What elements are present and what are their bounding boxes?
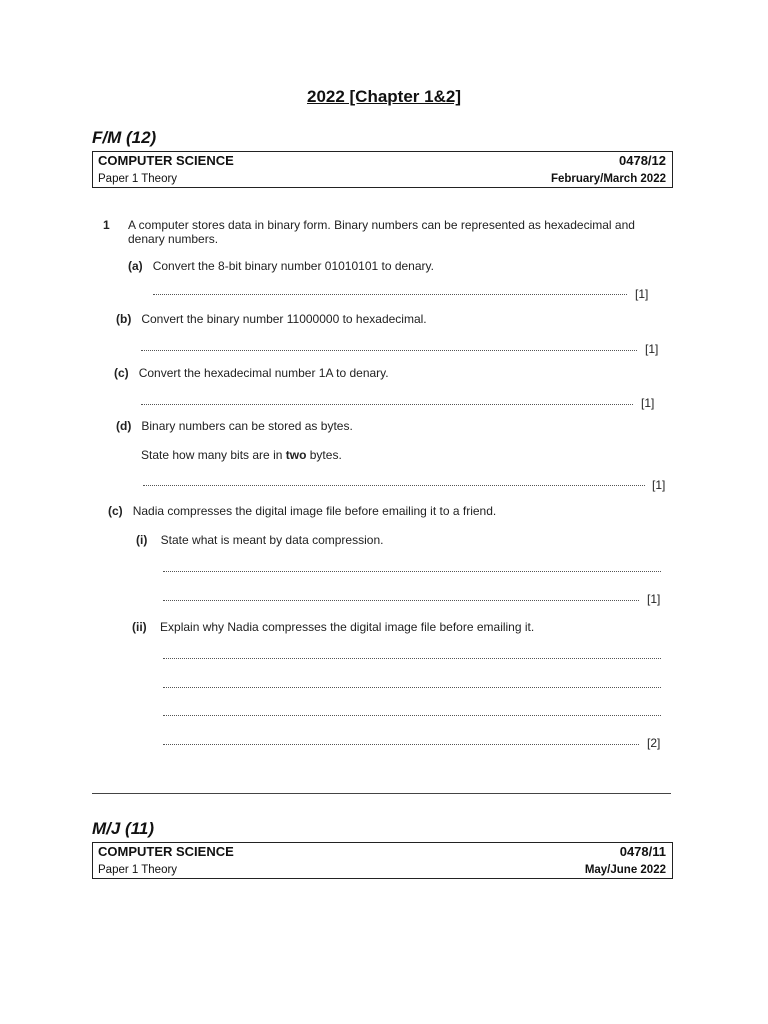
paper-subject: COMPUTER SCIENCE <box>98 153 234 168</box>
part-a <box>128 259 434 273</box>
answer-line-e-ii-3[interactable] <box>163 705 661 716</box>
part-c-label: (c) <box>114 366 129 380</box>
part-d <box>116 419 353 433</box>
part-d-text: Binary numbers can be stored as bytes. <box>141 419 353 433</box>
section-heading-mj: M/J (11) <box>92 819 155 838</box>
paper-session: February/March 2022 <box>550 173 666 185</box>
part-e-label: (c) <box>108 504 123 518</box>
answer-line-e-i-2[interactable] <box>163 590 639 601</box>
part-e-ii-text: Explain why Nadia compresses the digital image file before emailing it. <box>160 620 535 634</box>
answer-line-e-ii-2[interactable] <box>163 677 661 688</box>
part-d-sub-bold: two <box>285 448 307 462</box>
answer-line-e-i-1[interactable] <box>163 561 661 572</box>
part-b-label: (b) <box>116 312 132 326</box>
part-e-ii-label: (ii) <box>132 620 147 634</box>
part-e-i <box>136 533 383 547</box>
answer-line-c[interactable] <box>141 394 633 405</box>
part-c <box>114 366 389 380</box>
paper-code: 0478/11 <box>619 844 666 859</box>
question-number: 1 <box>103 218 110 232</box>
paper-name: Paper 1 Theory <box>98 864 178 876</box>
answer-line-b[interactable] <box>141 340 637 351</box>
paper-session: May/June 2022 <box>584 864 666 876</box>
mark-c: [1] <box>641 396 655 410</box>
mark-a: [1] <box>635 287 649 301</box>
section-divider <box>92 793 671 794</box>
question-stem-line2: denary numbers. <box>128 232 219 246</box>
answer-line-d[interactable] <box>143 475 645 486</box>
paper-header-box <box>92 151 673 188</box>
paper-code: 0478/12 <box>619 153 666 168</box>
page-title: 2022 [Chapter 1&2] <box>306 87 461 106</box>
part-d-subquestion <box>141 448 342 462</box>
part-e-i-label: (i) <box>136 533 148 547</box>
mark-e-ii: [2] <box>647 736 661 750</box>
part-e-text: Nadia compresses the digital image file before emailing it to a friend. <box>132 504 497 518</box>
part-b <box>116 312 427 326</box>
paper-header-box <box>92 842 673 879</box>
mark-b: [1] <box>645 342 659 356</box>
part-c-text: Convert the hexadecimal number 1A to denary. <box>138 366 389 380</box>
paper-subject: COMPUTER SCIENCE <box>98 844 234 859</box>
question-stem-line1: A computer stores data in binary form. Binary numbers can be represented as hexadecimal and <box>128 218 635 232</box>
answer-line-e-ii-1[interactable] <box>163 648 661 659</box>
answer-line-a[interactable] <box>153 284 627 295</box>
part-e-i-text: State what is meant by data compression. <box>160 533 384 547</box>
part-e <box>108 504 496 518</box>
part-d-label: (d) <box>116 419 132 433</box>
part-b-text: Convert the binary number 11000000 to hexadecimal. <box>141 312 427 326</box>
paper-name: Paper 1 Theory <box>98 173 178 185</box>
part-a-label: (a) <box>128 259 143 273</box>
part-d-sub-post: bytes. <box>306 448 342 462</box>
section-heading-fm: F/M (12) <box>92 128 157 147</box>
part-d-sub-pre: State how many bits are in <box>141 448 286 462</box>
mark-e-i: [1] <box>647 592 661 606</box>
mark-d: [1] <box>652 478 666 492</box>
part-e-ii <box>132 620 534 634</box>
answer-line-e-ii-4[interactable] <box>163 734 639 745</box>
part-a-text: Convert the 8-bit binary number 01010101 to denary. <box>152 259 434 273</box>
